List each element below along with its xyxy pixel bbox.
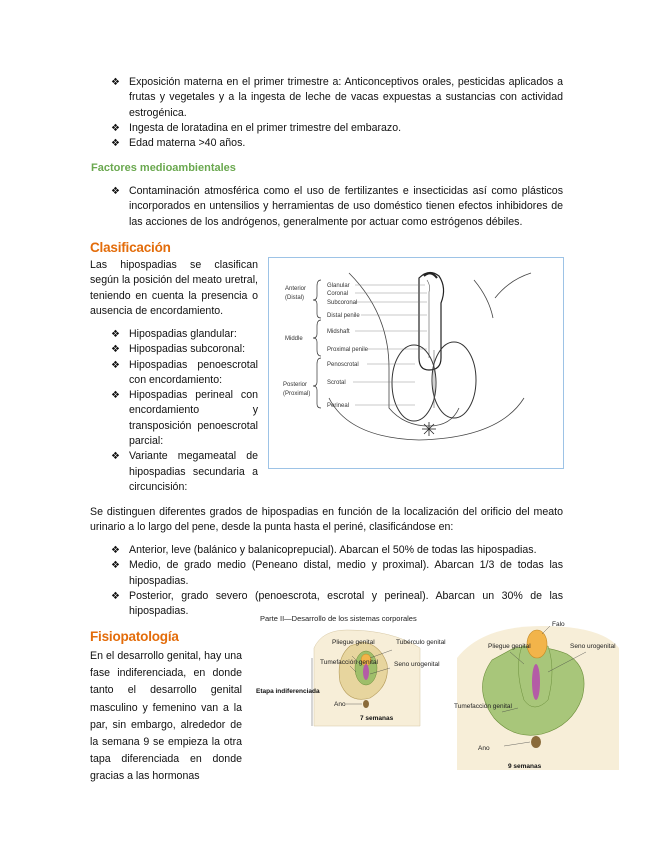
list-item: ❖ Anterior, leve (balánico y balanicoprepucial). Abarcan el 50% de todas las hipospadias. [111, 543, 563, 558]
classification-intro: Las hipospadias se clasifican según la posición del meato uretral, teniendo en cuenta la presencia o ausencia de encordamiento. [90, 259, 258, 317]
label-distal-penile: Distal penile [327, 313, 360, 319]
list-item: ❖ Variante megameatal de hipospadias secundaria a circuncisión: [111, 450, 258, 493]
list-item: ❖ Hipospadias penoescrotal con encordamiento: [111, 358, 258, 386]
label-midshaft: Midshaft [327, 329, 350, 335]
physiopathology-text: En el desarrollo genital, hay una fase indiferenciada, en donde tanto el desarrollo genital masculino y femenino van a la par, sin embargo, alrededor de la semana 9 se empieza la otra tapa diferenciada en donde gracias a las hormonas [90, 650, 242, 783]
diamond-bullet-icon: ❖ [111, 344, 120, 356]
diamond-bullet-icon: ❖ [111, 545, 120, 556]
genital-development-figure [252, 608, 619, 770]
label-seno-urogenital-small: Seno urogenital [394, 661, 440, 668]
diamond-bullet-icon: ❖ [111, 138, 120, 150]
label-pliegue-genital-small: Pliegue genital [332, 639, 375, 646]
label-coronal: Coronal [327, 291, 349, 297]
label-pliegue-genital-large: Pliegue genital [488, 643, 531, 650]
diamond-bullet-icon: ❖ [111, 122, 120, 134]
label-tuberculo-genital: Tubérculo genital [396, 639, 446, 646]
list-item: ❖ Medio, de grado medio (Peneano distal, medio y proximal). Abarcan 1/3 de todas las hipospadias. [111, 559, 563, 587]
diamond-bullet-icon: ❖ [111, 186, 120, 197]
physiopathology-heading: Fisiopatología [90, 629, 179, 644]
diamond-bullet-icon: ❖ [111, 390, 120, 402]
week7-label: 7 semanas [360, 715, 394, 722]
label-penoscrotal: Penoscrotal [327, 362, 359, 368]
label-tumefaccion-genital-large: Tumefacción genital [454, 703, 512, 710]
diamond-bullet-icon: ❖ [111, 77, 120, 88]
label-ano-large: Ano [478, 745, 490, 752]
stage-label: Etapa indiferenciada [256, 688, 320, 695]
label-perineal: Perineal [327, 403, 350, 409]
env-factors-heading: Factores medioambientales [91, 162, 236, 174]
group-anterior-sub-label: (Distal) [285, 295, 304, 301]
embryology-illustration [252, 608, 619, 770]
label-glanular: Glanular [327, 283, 350, 289]
maternal-factors-list [111, 75, 563, 151]
list-item: ❖ Hipospadias perineal con encordamiento y transposición penoescrotal parcial: [111, 389, 258, 448]
group-posterior-sub-label: (Proximal) [283, 391, 311, 397]
label-ano-small: Ano [334, 701, 346, 708]
label-subcoronal: Subcoronal [327, 300, 358, 306]
group-anterior-label: Anterior [285, 286, 307, 292]
grades-intro: Se distinguen diferentes grados de hipospadias en función de la localización del orificio del meato urinario a lo largo del pene, desde la punta hasta el periné, clasificándose en: [90, 506, 563, 534]
diamond-bullet-icon: ❖ [111, 329, 120, 340]
label-scrotal: Scrotal [327, 380, 346, 386]
label-tumefaccion-genital-small: Tumefacción genital [320, 659, 378, 666]
figure-header: Parte II—Desarrollo de los sistemas corporales [260, 614, 417, 623]
label-seno-urogenital-large: Seno urogenital [570, 643, 616, 650]
hypospadias-location-diagram [268, 257, 564, 469]
env-factors-list [111, 184, 563, 230]
list-item: ❖ Contaminación atmosférica como el uso de fertilizantes e insecticidas así como plásticos incorporados en untensilios y herramientas de uso doméstico tienen efectos inhibidores de las acciones de los andrógenos, generalmente por actuar como estrógenos débiles. [111, 185, 563, 228]
label-falo: Falo [552, 621, 565, 628]
diamond-bullet-icon: ❖ [111, 451, 120, 463]
diagram-illustration [269, 258, 563, 468]
list-item: ❖ Posterior, grado severo (penoescrota, escrotal y perineal). Abarcan un 30% de las hipospadias. [111, 589, 563, 618]
week9-label: 9 semanas [508, 763, 542, 770]
hypospadias-types-list [111, 327, 258, 495]
diamond-bullet-icon: ❖ [111, 359, 120, 371]
list-item: ❖ Hipospadias subcoronal: [111, 342, 258, 357]
list-item: ❖ Edad materna >40 años. [111, 136, 563, 151]
classification-heading: Clasificación [90, 240, 171, 255]
diamond-bullet-icon: ❖ [111, 590, 120, 602]
group-posterior-label: Posterior [283, 382, 308, 388]
list-item: ❖ Ingesta de loratadina en el primer trimestre del embarazo. [111, 121, 563, 136]
list-item: ❖ Exposición materna en el primer trimestre a: Anticonceptivos orales, pesticidas aplicados a frutas y vegetales y a la ingesta de leche de vacas expuestas a sustancias con actividad estrogénica. [111, 76, 563, 119]
label-proximal-penile: Proximal penile [327, 347, 369, 353]
list-item: ❖ Hipospadias glandular: [111, 327, 258, 342]
group-middle-label: Middle [285, 336, 303, 342]
diamond-bullet-icon: ❖ [111, 560, 120, 572]
